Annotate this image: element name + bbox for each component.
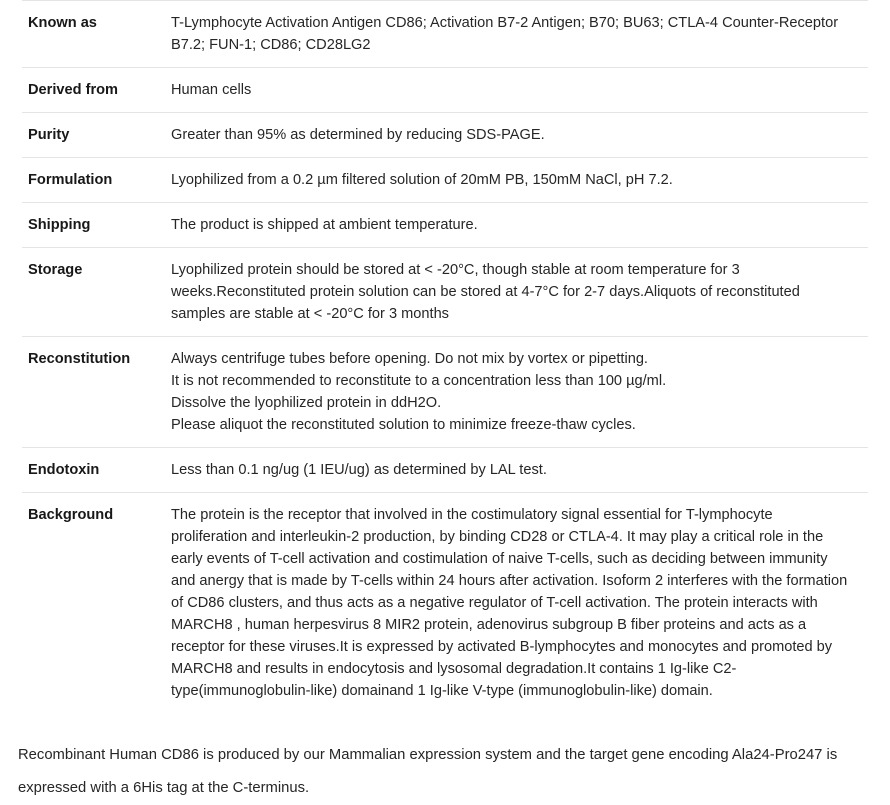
spec-value xyxy=(171,113,868,158)
spec-row xyxy=(22,158,868,203)
footer-production-note: Recombinant Human CD86 is produced by our Mammalian expression system and the target gene encoding Ala24-Pro247 is expressed with a 6His tag at the C-terminus. xyxy=(18,747,838,796)
spec-value xyxy=(171,68,868,113)
spec-value-line: T-Lymphocyte Activation Antigen CD86; Activation B7-2 Antigen; B70; BU63; CTLA-4 Counter-Receptor B7.2; FUN-1; CD86; CD28LG2 xyxy=(171,15,839,53)
spec-value-line: Less than 0.1 ng/ug (1 IEU/ug) as determined by LAL test. xyxy=(171,462,547,478)
spec-value-line: Greater than 95% as determined by reducing SDS-PAGE. xyxy=(171,127,545,143)
spec-label: Background xyxy=(22,493,171,714)
spec-row xyxy=(22,1,868,68)
spec-value xyxy=(171,1,868,68)
spec-value xyxy=(171,248,868,337)
spec-value-line: Human cells xyxy=(171,82,252,98)
spec-row xyxy=(22,448,868,493)
spec-label: Reconstitution xyxy=(22,337,171,448)
spec-row xyxy=(22,68,868,113)
spec-row xyxy=(22,493,868,714)
spec-value-line: Dissolve the lyophilized protein in ddH2O. xyxy=(171,395,442,411)
spec-label: Formulation xyxy=(22,158,171,203)
spec-value-line: Always centrifuge tubes before opening. Do not mix by vortex or pipetting. xyxy=(171,351,648,367)
spec-label: Endotoxin xyxy=(22,448,171,493)
spec-row xyxy=(22,337,868,448)
specification-table-body xyxy=(22,1,868,714)
spec-value xyxy=(171,493,868,714)
spec-value-line: The product is shipped at ambient temperature. xyxy=(171,217,478,233)
spec-row xyxy=(22,248,868,337)
spec-label: Known as xyxy=(22,1,171,68)
spec-label: Derived from xyxy=(22,68,171,113)
spec-row xyxy=(22,203,868,248)
spec-value xyxy=(171,203,868,248)
spec-value xyxy=(171,337,868,448)
spec-row xyxy=(22,113,868,158)
spec-value-line: Please aliquot the reconstituted solution to minimize freeze-thaw cycles. xyxy=(171,417,636,433)
spec-label: Storage xyxy=(22,248,171,337)
spec-value-line: Lyophilized protein should be stored at < -20°C, though stable at room temperature for 3 weeks.Reconstituted protein solution can be stored at 4-7°C for 2-7 days.Aliquots of reconstituted samples are stable at < -20°C for 3 months xyxy=(171,262,800,322)
spec-value xyxy=(171,448,868,493)
spec-value xyxy=(171,158,868,203)
specification-table xyxy=(22,0,868,713)
spec-value-line: Lyophilized from a 0.2 µm filtered solution of 20mM PB, 150mM NaCl, pH 7.2. xyxy=(171,172,673,188)
spec-label: Purity xyxy=(22,113,171,158)
spec-value-line: It is not recommended to reconstitute to a concentration less than 100 µg/ml. xyxy=(171,373,667,389)
spec-value-line: The protein is the receptor that involved in the costimulatory signal essential for T-lymphocyte proliferation and interleukin-2 production, by binding CD28 or CTLA-4. It may play a critical role in the early events of T-cell activation and costimulation of naive T-cells, such as deciding between immunity and anergy that is made by T-cells within 24 hours after activation. Isoform 2 interferes with the formation of CD86 clusters, and thus acts as a negative regulator of T-cell activation. The protein interacts with MARCH8 , human herpesvirus 8 MIR2 protein, adenovirus subgroup B fiber proteins and acts as a receptor for these viruses.It is expressed by activated B-lymphocytes and monocytes and promoted by MARCH8 and results in endocytosis and lysosomal degradation.It contains 1 Ig-like C2-type(immunoglobulin-like) domainand 1 Ig-like V-type (immunoglobulin-like) domain. xyxy=(171,507,848,699)
spec-label: Shipping xyxy=(22,203,171,248)
